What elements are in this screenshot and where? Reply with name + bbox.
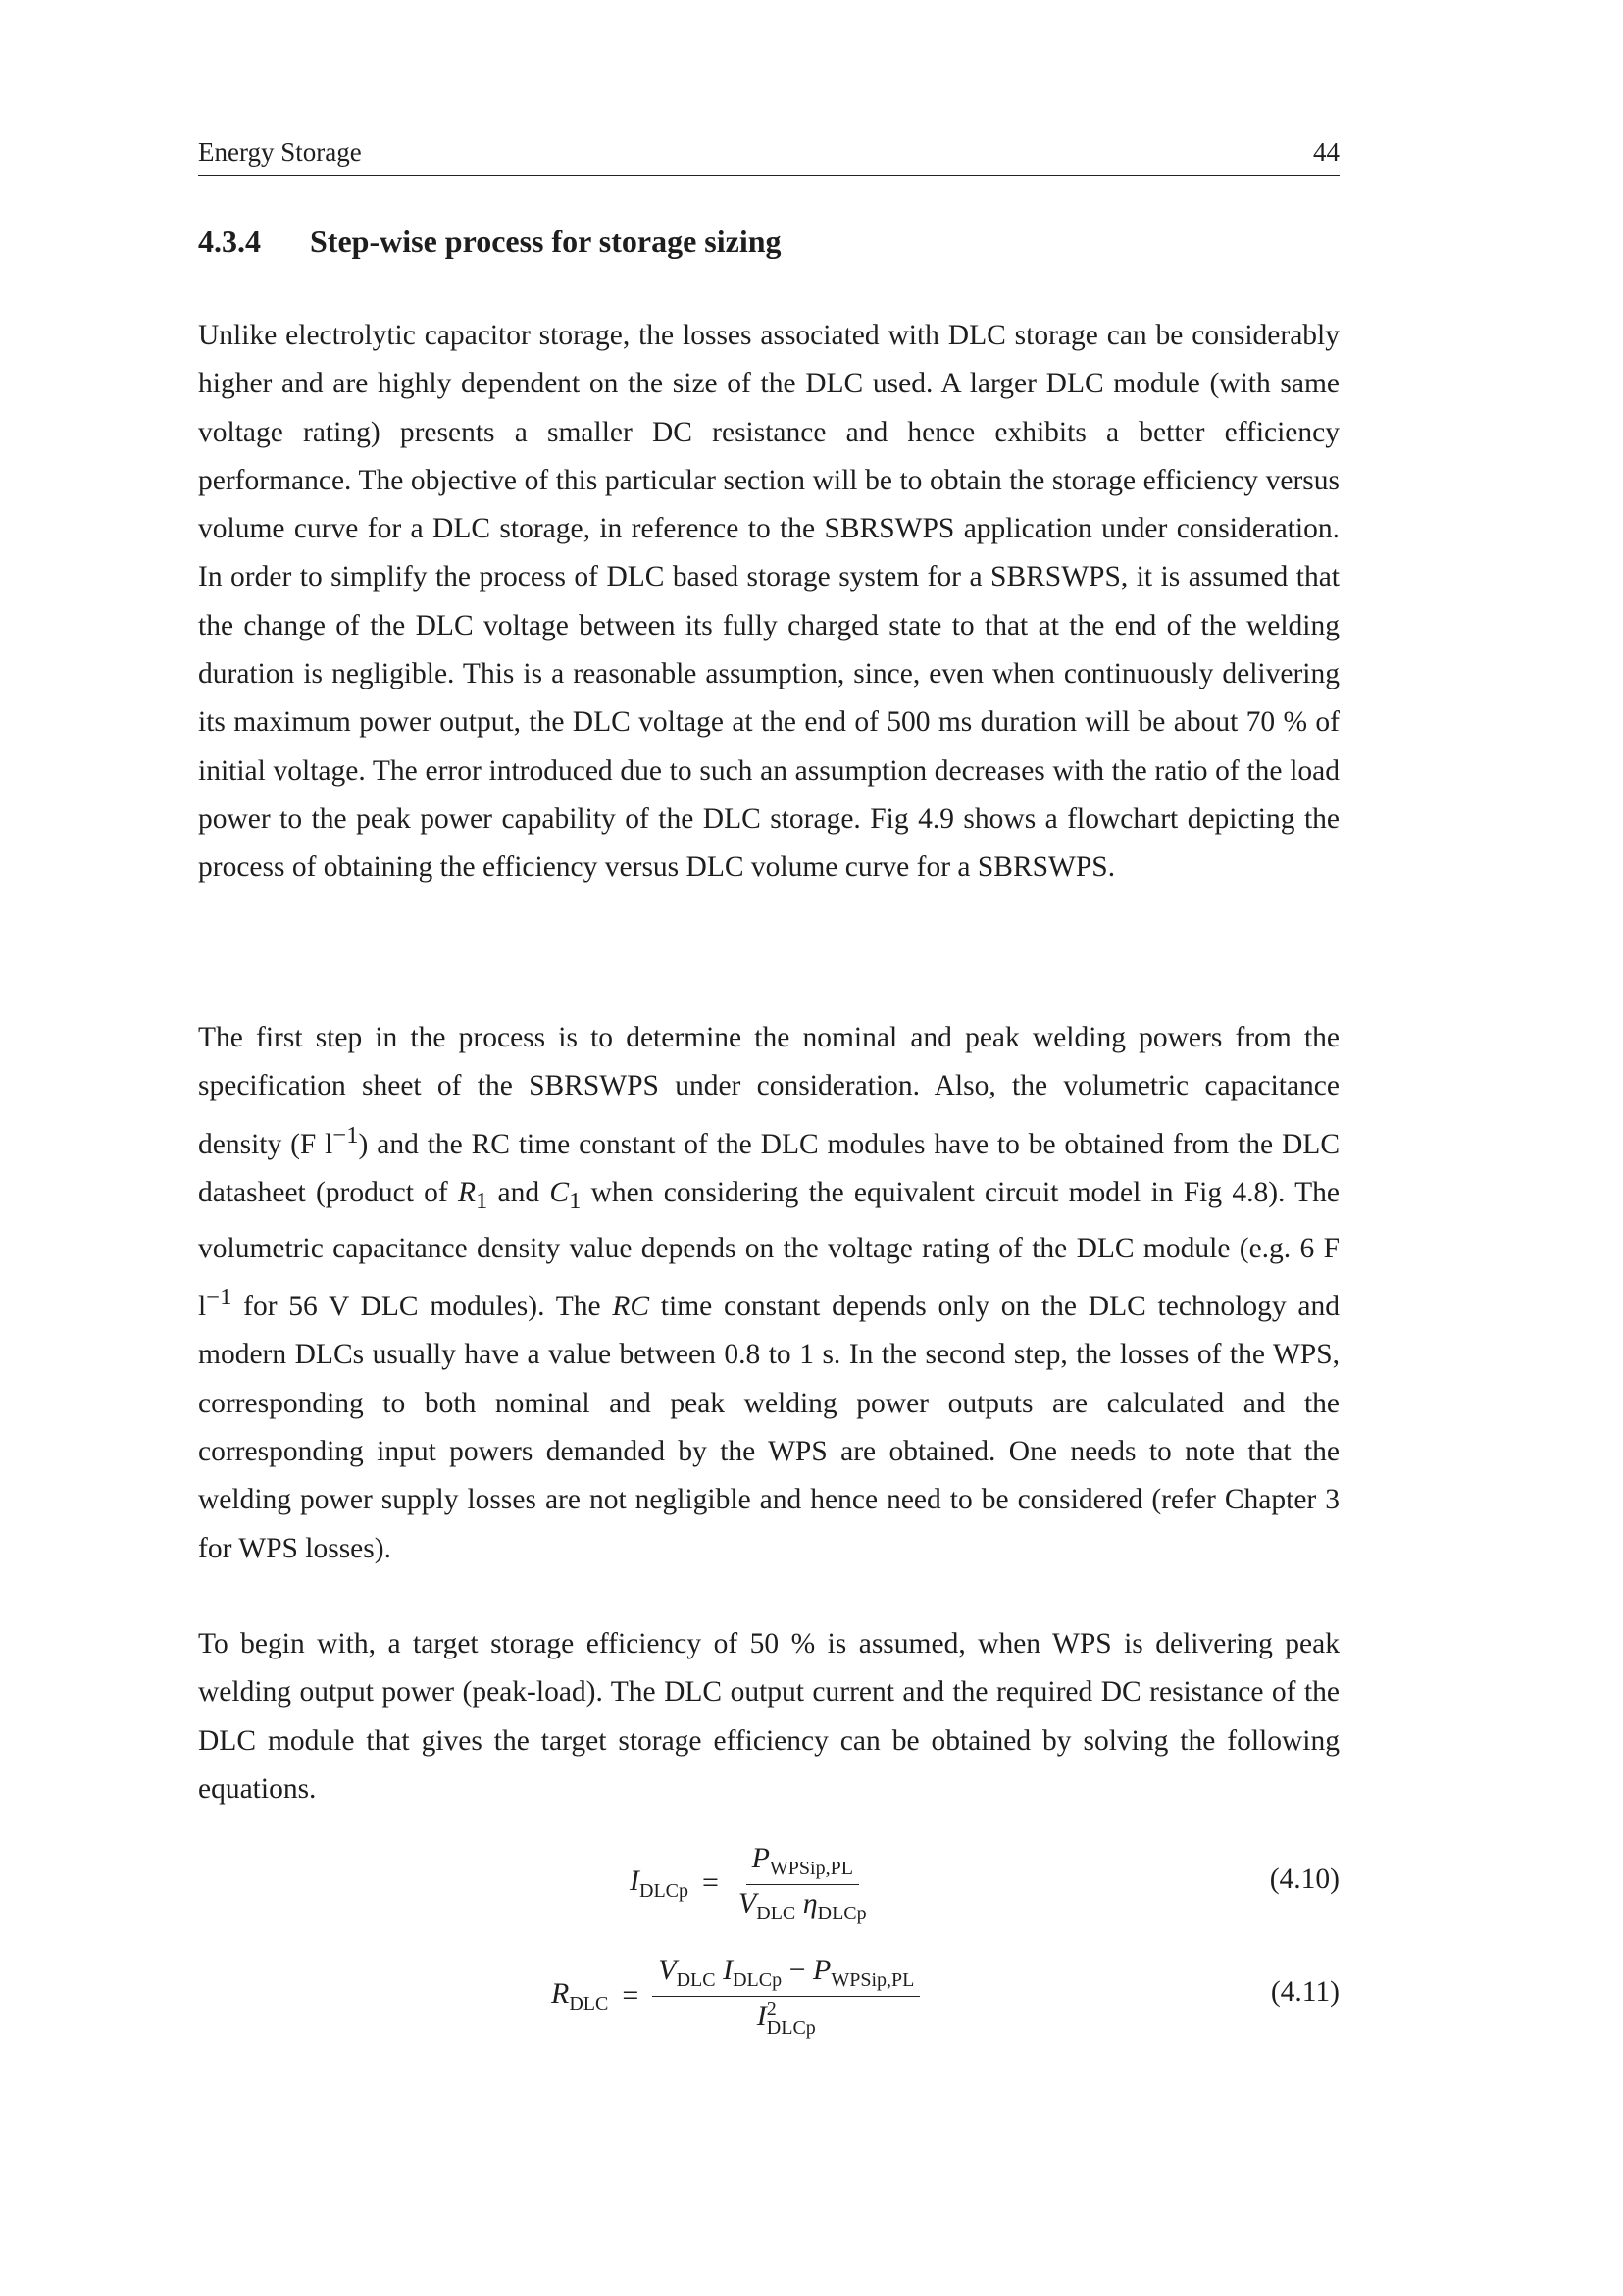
eq1-num-symbol: P — [751, 1841, 770, 1874]
eq1-lhs-symbol: I — [630, 1863, 639, 1897]
eq2-fraction — [652, 1954, 920, 2038]
eq2-lhs-subscript: DLC — [569, 1992, 609, 2015]
eq2-numerator — [652, 1954, 920, 1997]
eq1-equals: = — [702, 1866, 719, 1899]
eq2-denominator — [751, 1997, 822, 2038]
p2-text-a: The first step in the process is to determine the nominal and peak welding powers from the specification sheet of the SBRSWPS under consideration. Also, the volumetric capacitance density (F l — [198, 1022, 1340, 1160]
eq2-lhs — [551, 1977, 608, 2015]
p2-text-d: when considering the equivalent circuit model in Fig 4.8). The volumetric capacitance density value depends on the voltage rating of the DLC module (e.g. 6 F l — [198, 1176, 1340, 1323]
running-header — [198, 133, 1340, 176]
eq2-den-i: I — [756, 1999, 767, 2032]
eq1-denominator — [733, 1885, 873, 1925]
p2-subscript-r: 1 — [476, 1187, 488, 1214]
eq1-den-eta-subscript: DLCp — [817, 1902, 867, 1924]
eq1-lhs — [630, 1864, 688, 1903]
p2-text-e: for 56 V DLC modules). The — [231, 1291, 613, 1323]
eq2-den-subscript: DLCp — [766, 2017, 816, 2039]
eq1-den-v-subscript: DLC — [756, 1902, 796, 1924]
page-number: 44 — [1313, 137, 1340, 167]
eq2-num-p: P — [813, 1954, 832, 1986]
eq2-label: (4.11) — [1270, 1976, 1340, 2008]
chapter-title: Energy Storage — [198, 137, 362, 167]
eq1-fraction — [733, 1842, 873, 1925]
p2-subscript-c: 1 — [569, 1187, 582, 1214]
eq2-den-scripts — [767, 1999, 816, 2038]
eq1-den-v: V — [737, 1886, 757, 1919]
paragraph-1: Unlike electrolytic capacitor storage, the losses associated with DLC storage can be considerably higher and are highly dependent on the size of the DLC used. A larger DLC module (with same voltage rating) presents a smaller DC resistance and hence exhibits a better efficiency performance. The objective of this particular section will be to obtain the storage efficiency versus volume curve for a DLC storage, in reference to the SBRSWPS application under consideration. In order to simplify the process of DLC based storage system for a SBRSWPS, it is assumed that the change of the DLC voltage between its fully charged state to that at the end of the welding duration is negligible. This is a reasonable assumption, since, even when continuously delivering its maximum power output, the DLC voltage at the end of 500 ms duration will be about 70 % of initial voltage. The error introduced due to such an assumption decreases with the ratio of the load power to the peak power capability of the DLC storage. Fig 4.9 shows a flowchart depicting the process of obtaining the efficiency versus DLC volume curve for a SBRSWPS. — [198, 320, 1340, 884]
eq2-num-v-subscript: DLC — [676, 1969, 716, 1991]
eq2-equals: = — [622, 1979, 639, 2012]
eq1-den-eta: η — [802, 1886, 818, 1919]
equation-4-10 — [198, 1834, 1340, 1932]
eq2-lhs-symbol: R — [551, 1976, 570, 2010]
section-title: Step-wise process for storage sizing — [310, 224, 782, 259]
p2-text-c: and — [487, 1176, 550, 1208]
p2-text-f: time constant depends only on the DLC technology and modern DLCs usually have a value between 0.8 to 1 s. In the second step, the losses of the WPS, corresponding to both nominal and peak welding power outputs are calculated and the corresponding input powers demanded by the WPS are obtained. One needs to note that the welding power supply losses are not negligible and hence need to be considered (refer Chapter 3 for WPS losses). — [198, 1291, 1340, 1564]
p2-symbol-c: C — [549, 1176, 570, 1208]
paragraph-2 — [198, 1014, 1340, 1573]
eq2-num-i-subscript: DLCp — [733, 1969, 783, 1991]
eq2-minus: − — [788, 1954, 806, 1986]
eq2-den-superscript: 2 — [766, 1998, 777, 2019]
p2-symbol-rc: RC — [612, 1291, 650, 1323]
section-heading — [198, 224, 782, 260]
eq2-num-v: V — [658, 1954, 677, 1986]
p2-exponent-1: −1 — [332, 1121, 359, 1148]
equation-4-11 — [198, 1947, 1340, 2045]
p2-symbol-r: R — [457, 1176, 477, 1208]
eq1-num-subscript: WPSip,PL — [769, 1857, 853, 1879]
eq1-label: (4.10) — [1269, 1863, 1340, 1895]
p2-exponent-2: −1 — [206, 1284, 232, 1311]
section-number: 4.3.4 — [198, 224, 261, 259]
paragraph-3: To begin with, a target storage efficiency of 50 % is assumed, when WPS is delivering peak welding output power (peak-load). The DLC output current and the required DC resistance of the DLC module that gives the target storage efficiency can be obtained by solving the following equations. — [198, 1628, 1340, 1805]
eq2-num-i: I — [723, 1954, 734, 1986]
p2-text-b: ) and the RC time constant of the DLC modules have to be obtained from the DLC datasheet (product of — [198, 1128, 1340, 1208]
eq1-numerator — [746, 1842, 859, 1885]
eq1-lhs-subscript: DLCp — [639, 1879, 688, 1902]
eq2-num-p-subscript: WPSip,PL — [831, 1969, 915, 1991]
